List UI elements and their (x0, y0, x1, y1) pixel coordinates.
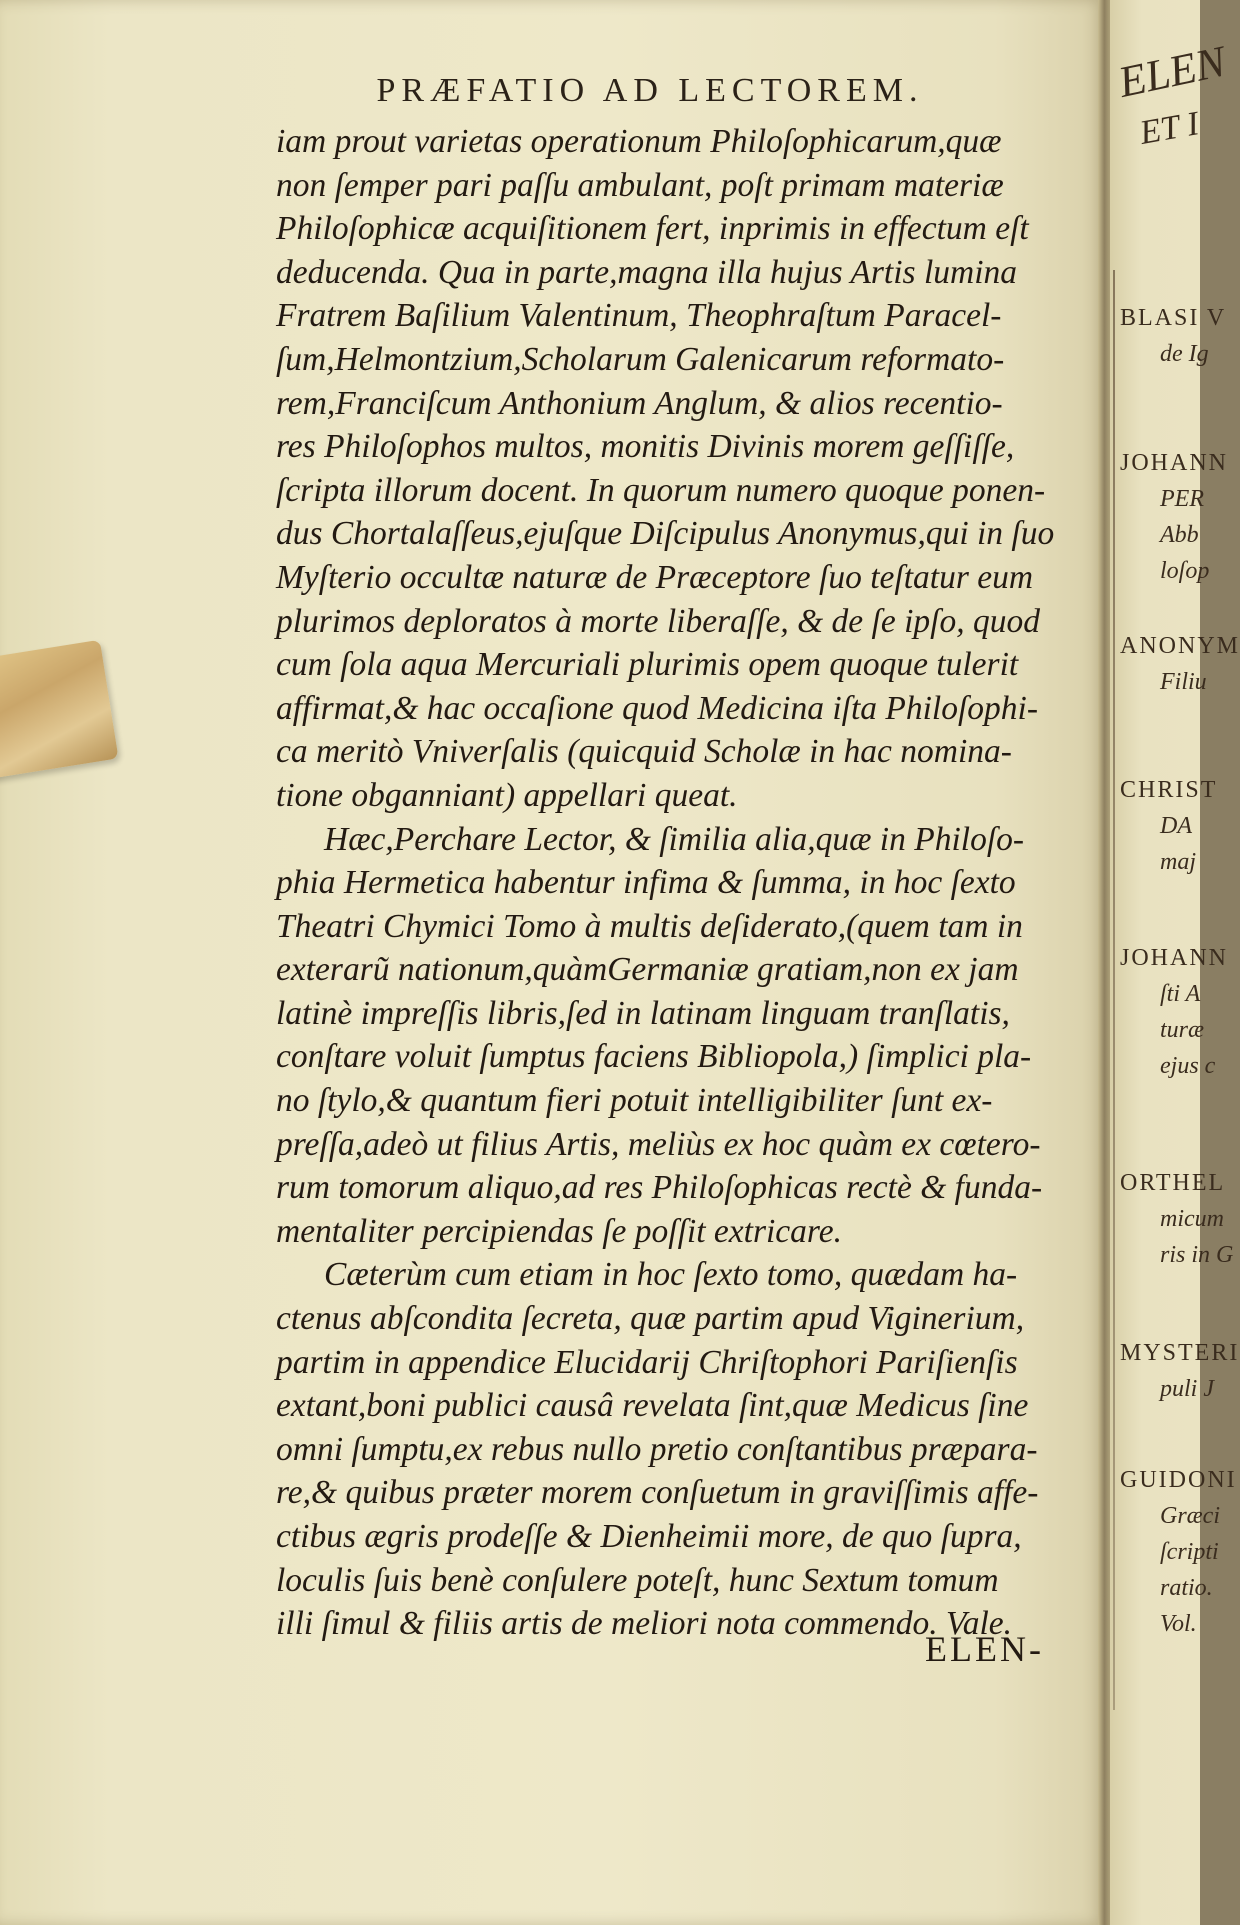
text-line: tione obganniant) appellari queat. (276, 776, 738, 814)
index-entry (1120, 772, 1217, 880)
text-line: partim in appendice Elucidarij Chriſtophori Pariſienſis (276, 1343, 1018, 1381)
index-entry-subline: ejus c (1160, 1053, 1216, 1079)
text-line: rum tomorum aliquo,ad res Philoſophicas rectè & funda- (276, 1169, 1043, 1207)
text-line: extant,boni publici causâ revelata ſint,quæ Medicus ſine (276, 1387, 1029, 1425)
index-entry-name: ORTHEL (1120, 1170, 1226, 1196)
page-marker-tab (0, 640, 119, 780)
index-entry-subline: micum (1160, 1206, 1224, 1232)
index-entry-subline: ris in G (1160, 1242, 1234, 1268)
text-line: deducenda. Qua in parte,magna illa hujus Artis lumina (276, 253, 1018, 291)
text-line: res Philoſophos multos, monitis Divinis morem geſſiſſe, (276, 428, 1015, 466)
index-entry-name: JOHANN (1120, 450, 1228, 476)
text-line: conſtare voluit ſumptus faciens Bibliopola,) ſimplici pla- (276, 1038, 1032, 1076)
index-entry (1120, 1462, 1237, 1642)
index-entry-name: MYSTERI (1120, 1340, 1240, 1366)
text-line: omni ſumptu,ex rebus nullo pretio conſtantibus præpara- (276, 1430, 1038, 1468)
index-entry-name: GUIDONI (1120, 1467, 1237, 1493)
text-line: preſſa,adeò ut filius Artis, meliùs ex hoc quàm ex cœtero- (276, 1125, 1041, 1163)
catchword: ELEN- (925, 1629, 1044, 1669)
index-entry-subline: ſti A (1160, 981, 1201, 1007)
preface-body (276, 120, 1066, 1646)
text-line: illi ſimul & filiis artis de meliori nota commendo. Vale. (276, 1605, 1013, 1643)
text-line: ſcripta illorum docent. In quorum numero quoque ponen- (276, 471, 1046, 509)
text-line: ctibus ægris prodeſſe & Dienheimii more, de quo ſupra, (276, 1518, 1022, 1555)
running-header: PRÆFATIO AD LECTOREM. (376, 72, 924, 109)
text-line: Theatri Chymici Tomo à multis deſiderato,(quem tam in (276, 907, 1023, 945)
text-line: ctenus abſcondita ſecreta, quæ partim apud Viginerium, (276, 1300, 1025, 1338)
text-line: ſum,Helmontzium,Scholarum Galenicarum reformato- (276, 340, 1005, 378)
text-line: iam prout varietas operationum Philoſophicarum,quæ (276, 123, 1002, 160)
index-entry (1120, 1165, 1233, 1273)
text-line: Philoſophicæ acquiſitionem fert, inprimis in effectum eſt (276, 210, 1029, 248)
index-entry (1120, 940, 1228, 1084)
text-line: non ſemper pari paſſu ambulant, poſt primam materiæ (276, 166, 1004, 204)
text-line: no ſtylo,& quantum fieri potuit intelligibiliter ſunt ex- (276, 1082, 993, 1120)
text-line: Myſterio occultæ naturæ de Præceptore ſuo teſtatur eum (276, 558, 1034, 596)
index-entry-subline: Vol. (1160, 1611, 1197, 1637)
text-line: loculis ſuis benè conſulere poteſt, hunc Sextum tomum (276, 1561, 999, 1599)
text-line: cum ſola aqua Mercuriali plurimis opem quoque tulerit (276, 646, 1019, 684)
index-entry (1120, 445, 1228, 589)
text-line: phia Hermetica habentur infima & ſumma, in hoc ſexto (276, 864, 1016, 902)
index-entry-subline: de Ig (1160, 341, 1209, 367)
index-entry-subline: turæ (1160, 1017, 1205, 1043)
text-line: dus Chortalaſſeus,ejuſque Diſcipulus Anonymus,qui in ſuo (276, 515, 1055, 553)
paragraphs (276, 120, 1066, 1646)
index-entry (1120, 1335, 1239, 1407)
index-entry-name: ANONYM (1120, 633, 1240, 659)
text-line: plurimos deploratos à morte liberaſſe, & de ſe ipſo, quod (276, 602, 1040, 640)
index-entry-subline: loſop (1160, 558, 1210, 584)
index-entry-subline: ſcripti (1160, 1539, 1219, 1565)
index-entry-name: BLASI V (1120, 305, 1227, 331)
text-line: affirmat,& hac occaſione quod Medicina iſta Philoſophi- (276, 689, 1039, 727)
text-line: Cæterùm cum etiam in hoc ſexto tomo, quædam ha- (324, 1256, 1018, 1294)
index-entry-subline: DA (1160, 813, 1192, 839)
text-line: re,& quibus præter morem conſuetum in graviſſimis affe- (276, 1474, 1039, 1512)
index-entry (1120, 628, 1240, 700)
index-entry-subline: ratio. (1160, 1575, 1213, 1601)
margin-rule (1113, 270, 1115, 1710)
text-line: rem,Franciſcum Anthonium Anglum, & alios recentio- (276, 384, 1003, 422)
index-entry-subline: puli J (1160, 1376, 1214, 1402)
text-line: ca meritò Vniverſalis (quicquid Scholæ in hac nomina- (276, 733, 1012, 771)
text-line: Hæc,Perchare Lector, & ſimilia alia,quæ in Philoſo- (324, 820, 1025, 858)
text-line: latinè impreſſis libris,ſed in latinam linguam tranſlatis, (276, 994, 1010, 1032)
index-entry-subline: maj (1160, 849, 1196, 875)
text-line: Fratrem Baſilium Valentinum, Theophraſtum Paracel- (276, 297, 1002, 335)
index-entry-subline: PER (1160, 486, 1204, 512)
index-entry (1120, 300, 1226, 372)
index-entry-name: CHRIST (1120, 777, 1218, 803)
text-line: exterarũ nationum,quàmGermaniæ gratiam,non ex jam (276, 951, 1019, 989)
index-entry-subline: Græci (1160, 1503, 1220, 1529)
text-line: mentaliter percipiendas ſe poſſit extricare. (276, 1212, 842, 1250)
index-entry-name: JOHANN (1120, 945, 1228, 971)
right-page-title: ELEN (1114, 36, 1230, 107)
right-page (1110, 0, 1240, 1925)
right-page-subtitle: ET I (1137, 105, 1202, 152)
index-entry-subline: Filiu (1160, 669, 1207, 695)
index-entry-subline: Abb (1160, 522, 1199, 548)
